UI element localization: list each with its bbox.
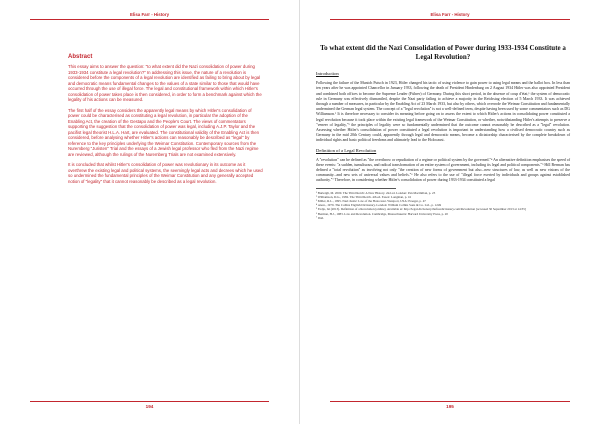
abstract-section	[68, 54, 264, 189]
footnote-6: ⁶ Berman, H.J., 1983. Law and Revolution. Cambridge, Massachusetts: Harvard University Press, p. 20	[316, 211, 448, 216]
running-header: Elisa Farr - History	[129, 12, 170, 17]
essay-body	[316, 44, 570, 220]
header-rule	[30, 19, 269, 20]
abstract-heading: Abstract	[68, 54, 93, 60]
running-header: Elisa Farr - History	[430, 12, 470, 17]
abstract-paragraph-3: It is concluded that whilst Hitler's consolidation of power was revolutionary in its outcome as it overthrew the existing legal and political systems, the seemingly legal acts and decrees which he used so undermined the fundamental principles of the Weimar Constitution and any generally accepted notion of "legality" that it cannot reasonably be described as a legal revolution.	[68, 162, 263, 184]
section-heading-introduction: Introduction	[316, 71, 339, 77]
footnote-7: ⁷ Ibid.	[316, 215, 324, 220]
footnote-1: ¹ Burleigh, M. 2000. The Third Reich: A New History. 2nd ed. London: Pan Macmillan, p. 23	[316, 190, 436, 195]
header-rule	[330, 19, 570, 20]
footnote-4: ⁴ Anon., 1979. The Collins English Dictionary. London: William Collins Sons & Co. Ltd., p. 1249	[316, 203, 442, 208]
introduction-paragraph: Following the failure of the Munich Putsch in 1923, Hitler changed his tactic of using violence to gain power to using legal means and the ballot box. In less than ten years after he was appointed Chancellor in January 1933, following the death of President Hindenburg on 2 August 1934 Hitler was also appointed President and combined both offices to become the Supreme Leader (Führer) of Germany. During this short period, in the absence of coup d'état,¹ the system of democratic rule in Germany was effectively dismantled, despite the Nazi party failing to achieve a majority in the Reichstag election of 5 March 1933. It was achieved through a number of measures, in particular by the Enabling Act of 23 March 1933, but also by others, which overrode the Weimar Constitution and fundamentally undermined the German legal system. The concept of a "legal revolution" is not a well-defined term, despite having been used by some commentators such as DG Williamson.² It is therefore necessary to consider its meaning before going on to assess the extent to which Hitler's actions in consolidating power constituted a legal revolution because it took place within the existing legal framework of the Weimar Constitution, or whether, notwithstanding Hitler's attempts to preserve a "veneer of legality,"³ the principles of legality were so fundamentally undermined that the outcome cannot reasonably be described as a "legal" revolution. Assessing whether Hitler's consolidation of power constituted a legal revolution is important in understanding how a civilised democratic country such as Germany in the mid 20th Century could, apparently through legal and democratic means, become a dictatorship characterised by the complete breakdown of individual rights and basic political freedoms and ultimately lead to the Holocaust.	[316, 81, 570, 143]
footnote-2: ² Williamson, D.G., 1982. The Third Reich. 4th ed. Essex: Longman, p. 16	[316, 194, 412, 199]
footer-rule	[330, 401, 570, 402]
abstract-paragraph-1: This essay aims to answer the question: "to what extent did the Nazi consolidation of power during 1933-1934 constitute a legal revolution?" In addressing this issue, the nature of a revolution is considered before the components of a legal revolution are identified as failing to bring about by legal and democratic means fundamental changes to the values of a state similar to those that would have occurred through the use of illegal force. The legal and constitutional framework within which Hitler's consolidation of power takes place is then considered, in order to form a benchmark against which the legality of his actions can be measured.	[68, 64, 262, 102]
abstract-paragraph-2: The first half of the essay considers the apparently legal means by which Hitler's consolidation of power could be characterised as constituting a legal revolution, in particular the adoption of the Enabling Act, the creation of the Gestapo and the People's Court. The views of commentators supporting the suggestion that the consolidation of power was legal, including A.J.P. Taylor and the pacifist legal theorist H.L.A. Hart, are evaluated. The constitutional validity of the Enabling Act is then considered, before analysing whether Hitler's actions can reasonably be described as "legal" by reference to the key principles underlying the Weimar Constitution. Contemporary sources from the Nuremberg "Juristen" Trial and the essays of a Jewish legal professor who fled from the Nazi regime are reviewed, although the rulings of the Nuremberg Trials are not examined extensively.	[68, 107, 259, 157]
section-heading-definition: Definition of a Legal Revolution	[316, 147, 377, 153]
footnote-3: ³ Miller, R.L., 1995. Nazi Justiz: Law of the Holocaust. Westport, USA: Praeger, p. 47	[316, 199, 426, 204]
footer-rule	[30, 401, 269, 402]
footnote-rule	[316, 188, 396, 189]
essay-title: To what extent did the Nazi Consolidation of Power during 1933-1934 Constitute a Legal Revolution?	[320, 44, 566, 61]
footnote-5-link[interactable]: ⁵ Fedjo, Isi (2013). Definition of a Revolution [online]. Available at: http://legal-dictionary.thefreedictionary.com/Revolution [accessed 30 September 2013 at 14:35]	[316, 207, 526, 212]
definition-paragraph: A "revolution" can be defined as "the overthrow or repudiation of a regime or political system by the governed."⁴ An alternative definition emphasises the speed of these events: "a sudden, tumultuous, and radical transformation of an entire system of government, including its legal and political components."⁵ Hill Berman has defined a "total revolution" as involving not only "the creation of new forms of government but also...new structures of law, as well as new visions of the community...and new sets of universal values and beliefs."⁶ He also refers to the use of "illegal force exerted by individuals and groups against established authority."⁷ Therefore, in considering whether Hitler's consolidation of power during 1933-1934 constituted a legal	[316, 157, 570, 183]
page-number: 195	[446, 404, 454, 409]
page-number: 194	[145, 404, 154, 409]
